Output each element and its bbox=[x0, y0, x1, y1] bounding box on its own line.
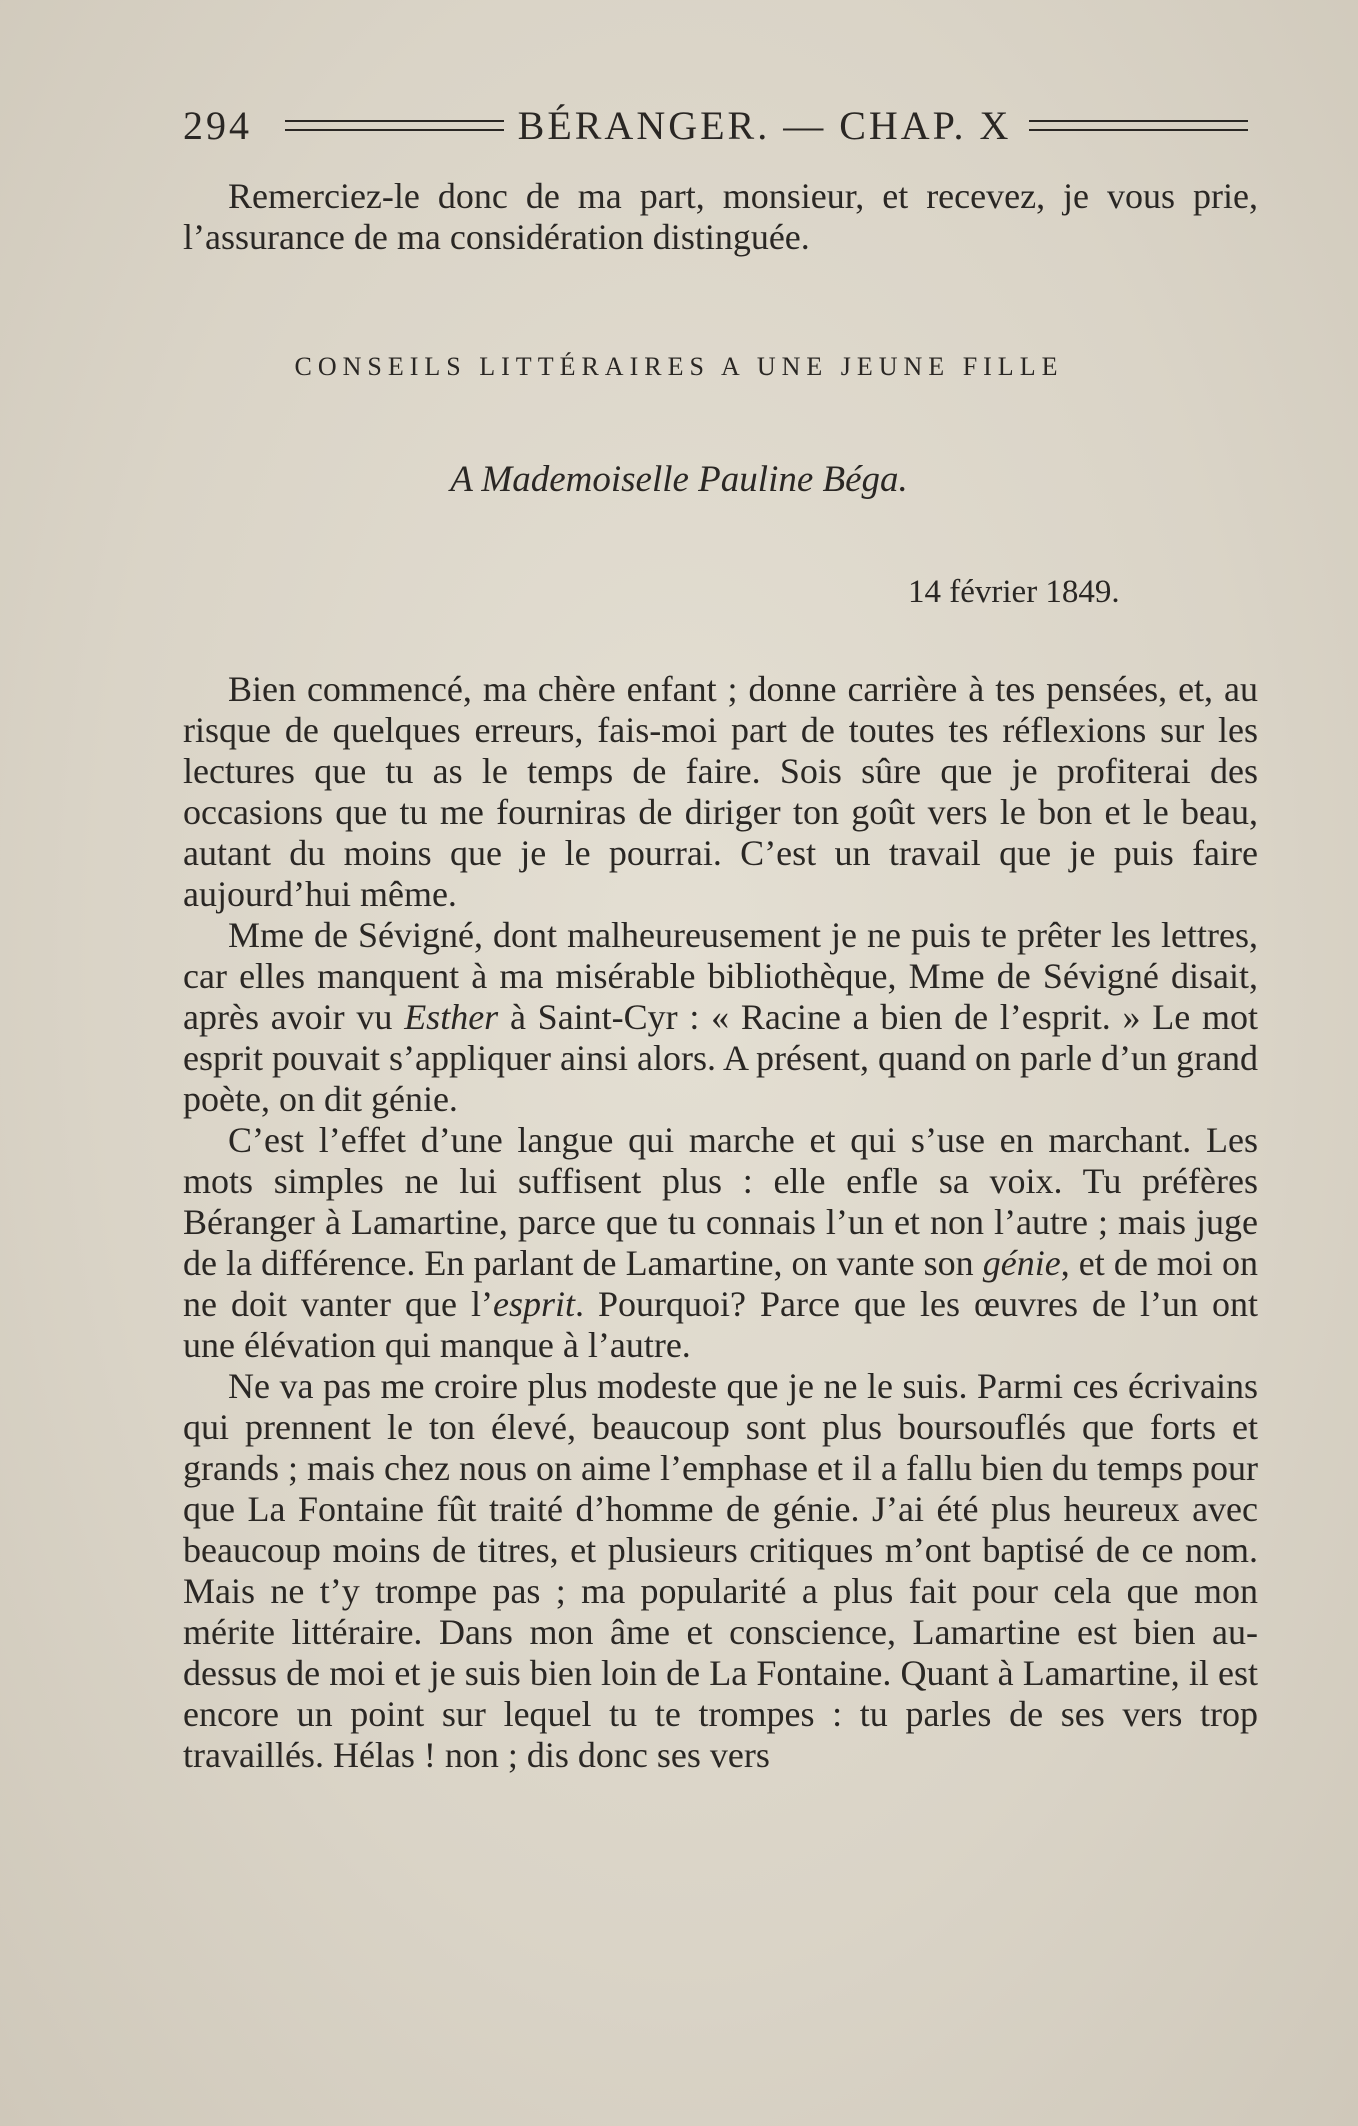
header-rule-right bbox=[1029, 120, 1248, 131]
letter-date: 14 février 1849. bbox=[908, 574, 1120, 610]
body-paragraph bbox=[183, 669, 1258, 915]
closing-paragraph bbox=[183, 176, 1258, 258]
body-paragraph bbox=[183, 915, 1258, 1120]
paragraph-text: . Pourquoi? Parce que les œuvres de l’un ont une élévation qui manque à l’autre. bbox=[183, 1284, 1258, 1365]
paragraph-text: C’est l’effet d’une langue qui marche et qui s’use en marchant. Les mots simples ne lui suffisent plus : elle enfle sa voix. Tu préfères Béranger à Lamartine, parce que tu connais l’un et non l’autre ; mais juge de la différence. En parlant de Lamartine, on vante son bbox=[183, 1120, 1258, 1283]
running-head: BÉRANGER. — CHAP. X bbox=[517, 102, 1012, 148]
paragraph-text: , et de moi on ne doit vanter que l’ bbox=[183, 1243, 1259, 1324]
italic-text: génie bbox=[982, 1243, 1061, 1283]
section-title: CONSEILS LITTÉRAIRES A UNE JEUNE FILLE bbox=[294, 352, 1064, 381]
paragraph-text: Bien commencé, ma chère enfant ; donne carrière à tes pensées, et, au risque de quelques erreurs, fais-moi part de toutes tes réflexions sur les lectures que tu as le temps de faire. Sois sûre que je profiterai des occasions que tu me fourniras de diriger ton goût vers le bon et le beau, autant du moins que je le pourrai. C’est un travail que je puis faire aujourd’hui même. bbox=[183, 669, 1258, 914]
body-paragraph bbox=[183, 1120, 1258, 1366]
header-rule-left bbox=[285, 120, 504, 131]
paragraph-text: à Saint-Cyr : « Racine a bien de l’esprit. » Le mot esprit pouvait s’appliquer ainsi alors. A présent, quand on parle d’un grand poète, on dit génie. bbox=[183, 997, 1258, 1119]
paragraph-text: Mme de Sévigné, dont malheureusement je ne puis te prêter les lettres, car elles manquent à ma misérable bibliothèque, Mme de Sévigné disait, après avoir vu bbox=[183, 915, 1258, 1037]
page-header bbox=[183, 100, 1248, 150]
closing-text: Remerciez-le donc de ma part, monsieur, et recevez, je vous prie, l’assurance de ma considération distinguée. bbox=[183, 176, 1258, 257]
dedication: A Mademoiselle Pauline Béga. bbox=[450, 459, 908, 500]
italic-text: esprit bbox=[492, 1284, 575, 1324]
body-paragraph bbox=[183, 1366, 1258, 1776]
letter-body bbox=[183, 669, 1258, 1776]
italic-text: Esther bbox=[404, 997, 499, 1037]
paragraph-text: Ne va pas me croire plus modeste que je ne le suis. Parmi ces écrivains qui prennent le ton élevé, beaucoup sont plus boursouflés que forts et grands ; mais chez nous on aime l’emphase et il a fallu bien du temps pour que La Fontaine fût traité d’homme de génie. J’ai été plus heureux avec beaucoup moins de titres, et plusieurs critiques m’ont baptisé de ce nom. Mais ne t’y trompe pas ; ma popularité a plus fait pour cela que mon mérite littéraire. Dans mon âme et conscience, Lamartine est bien au-dessus de moi et je suis bien loin de La Fontaine. Quant à Lamartine, il est encore un point sur lequel tu te trompes : tu parles de ses vers trop travaillés. Hélas ! non ; dis donc ses vers bbox=[183, 1366, 1258, 1775]
page-number: 294 bbox=[183, 102, 252, 148]
